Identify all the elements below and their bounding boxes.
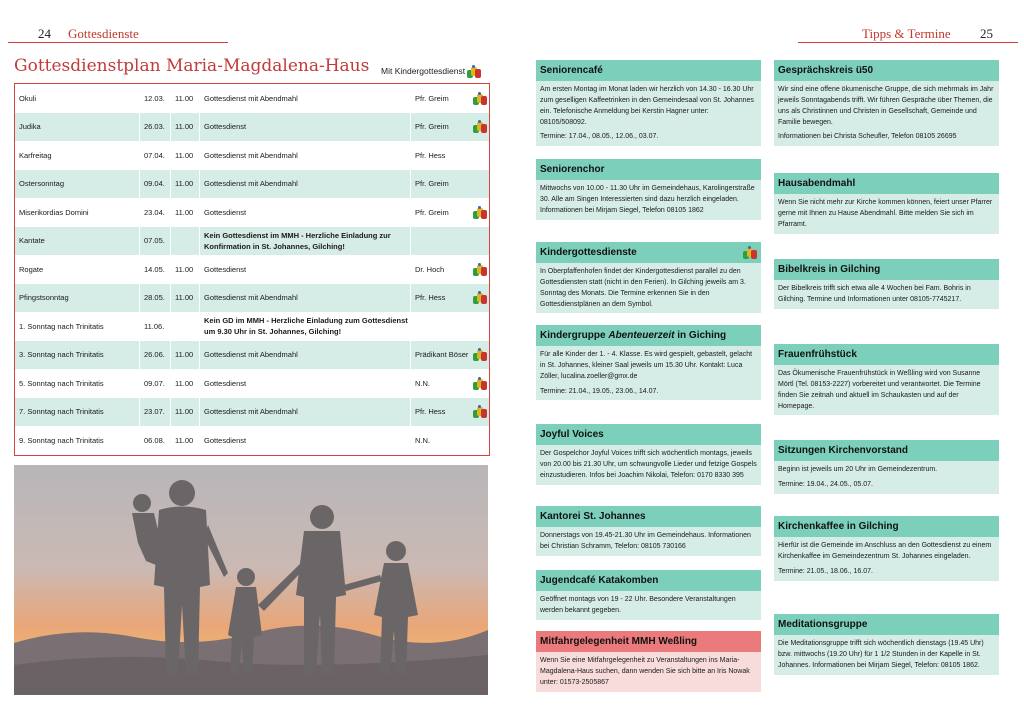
table-row [15, 255, 489, 284]
kids-service-icon [467, 65, 481, 78]
pastor-cell [411, 141, 489, 170]
page-number-right: 25 [980, 26, 993, 41]
info-box [536, 506, 761, 556]
info-box-paragraph: Wir sind eine offene ökumenische Gruppe, die sich mehrmals im Jahr jeweils Sonntagabends trifft. Wir führen Gespräche über Themen, die uns als Christinnen und Christen in Gesellschaft, Gemeinde und Familie bewegen. [778, 86, 994, 126]
info-box-paragraph: Die Meditationsgruppe trifft sich wöchentlich dienstags (19.45 Uhr) bzw. mittwochs (19.20 Uhr) für 1 1/2 Stunden in der Kapelle in St. Johannes. Informationen bei Mirjam Siegel, Telefon: 08105 1862. [778, 640, 984, 669]
info-box-title [536, 60, 761, 81]
sunday-name: Judika [15, 113, 140, 142]
header-rule-right [798, 42, 1018, 43]
service-date: 23.04. [140, 198, 171, 227]
service-description: Gottesdienst [200, 113, 411, 142]
pastor-name: Pfr. Greim [415, 179, 449, 189]
service-time: 11.00 [171, 170, 200, 199]
sunday-name: 1. Sonntag nach Trinitatis [15, 312, 140, 341]
service-time: 11.00 [171, 426, 200, 455]
service-description: Kein Gottesdienst im MMH - Herzliche Einladung zur Konfirmation in St. Johannes, Gilching! [200, 227, 411, 256]
pastor-name: Dr. Hoch [415, 264, 445, 274]
kids-service-icon [473, 348, 487, 361]
service-description: Gottesdienst mit Abendmahl [200, 84, 411, 113]
sunday-name: 7. Sonntag nach Trinitatis [15, 398, 140, 427]
info-box-title-text: Seniorenchor [540, 164, 605, 175]
service-time: 11.00 [171, 284, 200, 313]
sunday-name: 3. Sonntag nach Trinitatis [15, 341, 140, 370]
service-description: Gottesdienst mit Abendmahl [200, 341, 411, 370]
pastor-cell [411, 170, 489, 199]
pastor-name: N.N. [415, 378, 430, 388]
info-box-paragraph: Der Gospelchor Joyful Voices trifft sich wöchentlich montags, jeweils von 20.00 bis 21.30 Uhr, um schwungvolle Lieder und fetzige Gospels einzustudieren. Infos bei Joachim Nikolai, Telefon: 0170 8330 395 [540, 450, 757, 479]
kids-service-icon [473, 377, 487, 390]
sunday-name: Ostersonntag [15, 170, 140, 199]
info-box-paragraph: Termine: 21.05., 18.06., 16.07. [778, 567, 873, 575]
info-box-paragraph: Termine: 17.04., 08.05., 12.06., 03.07. [540, 133, 659, 141]
pastor-cell [411, 284, 489, 313]
service-date: 23.07. [140, 398, 171, 427]
info-box-paragraph: Termine: 19.04., 24.05., 05.07. [778, 480, 873, 488]
sunday-name: Miserikordias Domini [15, 198, 140, 227]
info-box-paragraph: Geöffnet montags von 19 - 22 Uhr. Besondere Veranstaltungen werden bekannt gegeben. [540, 596, 736, 614]
pastor-cell [411, 341, 489, 370]
info-box-paragraph: Hierfür ist die Gemeinde im Anschluss an den Gottesdienst zu einem Kirchenkaffee im Gemeindezentrum St. Johannes eingeladen. [778, 542, 992, 560]
info-box-title-text: Joyful Voices [540, 429, 604, 440]
table-row [15, 170, 489, 199]
service-description: Kein GD im MMH - Herzliche Einladung zum Gottesdienst um 9.30 Uhr in St. Johannes, Gilching! [200, 312, 411, 341]
info-box-title-text: Frauenfrühstück [778, 349, 857, 360]
service-description: Gottesdienst mit Abendmahl [200, 141, 411, 170]
info-box-title [536, 159, 761, 180]
table-row [15, 312, 489, 341]
info-box-title-text: Bibelkreis in Gilching [778, 264, 881, 275]
service-time [171, 312, 200, 341]
table-row [15, 227, 489, 256]
table-row [15, 398, 489, 427]
pastor-name: Pfr. Greim [415, 122, 449, 132]
service-description: Gottesdienst [200, 198, 411, 227]
info-box [774, 60, 999, 146]
info-box-body [536, 180, 761, 220]
table-row [15, 84, 489, 113]
kids-service-icon [473, 206, 487, 219]
info-box-title [774, 173, 999, 194]
info-box-title [774, 60, 999, 81]
service-description: Gottesdienst [200, 369, 411, 398]
service-time: 11.00 [171, 341, 200, 370]
service-description: Gottesdienst mit Abendmahl [200, 170, 411, 199]
info-box [774, 173, 999, 234]
info-box-body [774, 194, 999, 234]
info-box-paragraph: Wenn Sie nicht mehr zur Kirche kommen können, feiert unser Pfarrer gerne mit Ihnen zu Hause Abendmahl. Bitte melden Sie sich im Pfarramt. [778, 199, 993, 228]
sunday-name: Pfingstsonntag [15, 284, 140, 313]
info-box-title-text: Hausabendmahl [778, 178, 856, 189]
header-rule-left [8, 42, 228, 43]
service-date: 28.05. [140, 284, 171, 313]
info-box-body [774, 280, 999, 309]
info-box-paragraph: Mittwochs von 10.00 - 11.30 Uhr im Gemeindehaus, Karolingerstraße 30. Alle am Singen Interessierten sind dazu herzlich eingeladen. Informationen bei Mirjam Siegel, Telefon 08105 1862 [540, 185, 755, 214]
service-description: Gottesdienst [200, 426, 411, 455]
sunday-name: 9. Sonntag nach Trinitatis [15, 426, 140, 455]
info-box-body [774, 461, 999, 494]
table-row [15, 426, 489, 455]
table-row [15, 284, 489, 313]
table-row [15, 113, 489, 142]
title-part-italic: Abenteuerzeit [608, 330, 675, 341]
kigo-legend-label: Mit Kindergottesdienst [381, 65, 466, 76]
info-box-body [536, 263, 761, 313]
info-box-title-text: Gesprächskreis ü50 [778, 65, 874, 76]
info-box-paragraph: Donnerstags von 19.45-21.30 Uhr im Gemeindehaus. Informationen bei Christian Schramm, Telefon: 08105 730166 [540, 532, 751, 550]
service-time: 11.00 [171, 141, 200, 170]
service-description: Gottesdienst [200, 255, 411, 284]
service-time: 11.00 [171, 84, 200, 113]
service-time [171, 227, 200, 256]
service-date: 14.05. [140, 255, 171, 284]
pastor-cell [411, 84, 489, 113]
title-part: in Giching [674, 330, 727, 341]
info-box-body [774, 635, 999, 675]
pastor-cell [411, 398, 489, 427]
info-box [774, 259, 999, 309]
info-box-paragraph: Das Ökumenische Frauenfrühstück in Weßling wird von Susanne Mörtl (Tel. 08153-2227) vorbereitet und verantwortet. Die Termine finden Sie zeitnah und aktuell im Schaukasten und auf der Homepage. [778, 370, 981, 410]
info-box-title-text: Jugendcafé Katakomben [540, 575, 659, 586]
info-box-body [536, 652, 761, 692]
page-number-left: 24 [38, 26, 51, 41]
info-box [536, 570, 761, 620]
info-box [536, 60, 761, 146]
info-box-title-text: Meditationsgruppe [778, 619, 868, 630]
sunday-name: Karfreitag [15, 141, 140, 170]
info-box-paragraph: Informationen bei Christa Scheufler, Telefon 08105 26695 [778, 133, 957, 141]
pastor-name: Prädikant Böser [415, 350, 469, 360]
info-box-body [536, 527, 761, 556]
section-title-left: Gottesdienste [68, 26, 139, 41]
info-box-body [774, 365, 999, 415]
pastor-name: Pfr. Hess [415, 150, 446, 160]
info-box-title-text: Sitzungen Kirchenvorstand [778, 445, 909, 456]
pastor-cell [411, 227, 489, 256]
info-box-title [774, 516, 999, 537]
info-box-title [774, 344, 999, 365]
table-row [15, 198, 489, 227]
info-box-title-text: Seniorencafé [540, 65, 603, 76]
info-box-title [774, 614, 999, 635]
family-silhouette-image [14, 465, 488, 695]
info-box-title [536, 631, 761, 652]
service-date: 12.03. [140, 84, 171, 113]
service-date: 09.04. [140, 170, 171, 199]
info-box [774, 344, 999, 415]
service-date: 07.04. [140, 141, 171, 170]
info-box-body [536, 81, 761, 146]
info-box-paragraph: Termine: 21.04., 19.05., 23.06., 14.07. [540, 387, 659, 395]
info-box-body [536, 591, 761, 620]
info-box [774, 614, 999, 675]
sunday-name: 5. Sonntag nach Trinitatis [15, 369, 140, 398]
schedule-table [14, 83, 490, 456]
sunday-name: Rogate [15, 255, 140, 284]
info-box-body [774, 537, 999, 581]
info-box-paragraph: Am ersten Montag im Monat laden wir herzlich von 14.30 - 16.30 Uhr zum geselligen Kaffeetrinken in den Gemeindesaal von St. Johannes ein. Telefonische Anmeldung bei Kerstin Hagner unter: 08105/508092. [540, 86, 754, 126]
kids-service-icon [743, 246, 757, 259]
kids-service-icon [473, 263, 487, 276]
pastor-cell [411, 312, 489, 341]
info-box-paragraph: Der Bibelkreis trifft sich etwa alle 4 Wochen bei Fam. Bohris in Gilching. Termine und Informationen unter 08105-7745217. [778, 285, 971, 303]
service-time: 11.00 [171, 113, 200, 142]
service-time: 11.00 [171, 398, 200, 427]
info-box-title [536, 242, 761, 263]
service-date: 07.05. [140, 227, 171, 256]
pastor-name: Pfr. Hess [415, 407, 446, 417]
info-box-title-text: Kantorei St. Johannes [540, 511, 646, 522]
kids-service-icon [473, 291, 487, 304]
service-date: 09.07. [140, 369, 171, 398]
info-box-body [536, 445, 761, 485]
pastor-cell [411, 255, 489, 284]
pastor-name: Pfr. Hess [415, 293, 446, 303]
service-date: 26.06. [140, 341, 171, 370]
info-box-paragraph: Für alle Kinder der 1. - 4. Klasse. Es wird gespielt, gebastelt, gelacht in St. Johannes, kleiner Saal jeweils um 15.30 Uhr. Kontakt: Luca Zöller, lucalina.zoeller@gmx.de [540, 351, 753, 380]
service-time: 11.00 [171, 198, 200, 227]
table-row [15, 369, 489, 398]
service-time: 11.00 [171, 369, 200, 398]
pastor-name: Pfr. Greim [415, 207, 449, 217]
info-box-body [536, 346, 761, 400]
schedule-title: Gottesdienstplan Maria-Magdalena-Haus [14, 56, 370, 76]
info-box-title [536, 570, 761, 591]
info-box [536, 631, 761, 692]
info-box-title-text: Mitfahrgelegenheit MMH Weßling [540, 636, 698, 647]
kids-service-icon [473, 405, 487, 418]
info-box [774, 440, 999, 494]
kids-service-icon [473, 92, 487, 105]
info-box [536, 159, 761, 220]
info-box-title [774, 440, 999, 461]
pastor-cell [411, 113, 489, 142]
service-description: Gottesdienst mit Abendmahl [200, 284, 411, 313]
table-row [15, 341, 489, 370]
pastor-name: Pfr. Greim [415, 93, 449, 103]
info-box-paragraph: Wenn Sie eine Mitfahrgelegenheit zu Veranstaltungen ins Maria-Magdalena-Haus suchen, dann wenden Sie sich bitte an Iris Nowak unter: 01573-2505867 [540, 657, 750, 686]
info-box-title-text [540, 330, 726, 341]
info-box [536, 424, 761, 485]
sunday-name: Okuli [15, 84, 140, 113]
service-date: 06.08. [140, 426, 171, 455]
service-time: 11.00 [171, 255, 200, 284]
sunday-name: Kantate [15, 227, 140, 256]
pastor-cell [411, 426, 489, 455]
service-date: 11.06. [140, 312, 171, 341]
info-box-title-text: Kindergottesdienste [540, 247, 637, 258]
kids-service-icon [473, 120, 487, 133]
table-row [15, 141, 489, 170]
info-box [536, 242, 761, 313]
info-box-paragraph: In Oberpfaffenhofen findet der Kindergottesdienst parallel zu den Gottesdiensten statt (nicht in den Ferien). In Gilching jeweils am 3. Sonntag des Monats. Die Termine erkennen Sie in den Gottesdienstplänen an dem Symbol. [540, 268, 746, 308]
service-description: Gottesdienst mit Abendmahl [200, 398, 411, 427]
pastor-cell [411, 198, 489, 227]
info-box-title-text: Kirchenkaffee in Gilching [778, 521, 899, 532]
info-box-body [774, 81, 999, 146]
service-date: 26.03. [140, 113, 171, 142]
kigo-legend [381, 65, 481, 78]
info-box-title [774, 259, 999, 280]
info-box-title [536, 325, 761, 346]
info-box-title [536, 506, 761, 527]
section-title-right: Tipps & Termine [862, 26, 951, 41]
info-box [536, 325, 761, 400]
pastor-name: N.N. [415, 435, 430, 445]
info-box-paragraph: Beginn ist jeweils um 20 Uhr im Gemeindezentrum. [778, 466, 938, 473]
info-box-title [536, 424, 761, 445]
pastor-cell [411, 369, 489, 398]
info-box [774, 516, 999, 581]
title-part: Kindergruppe [540, 330, 609, 341]
